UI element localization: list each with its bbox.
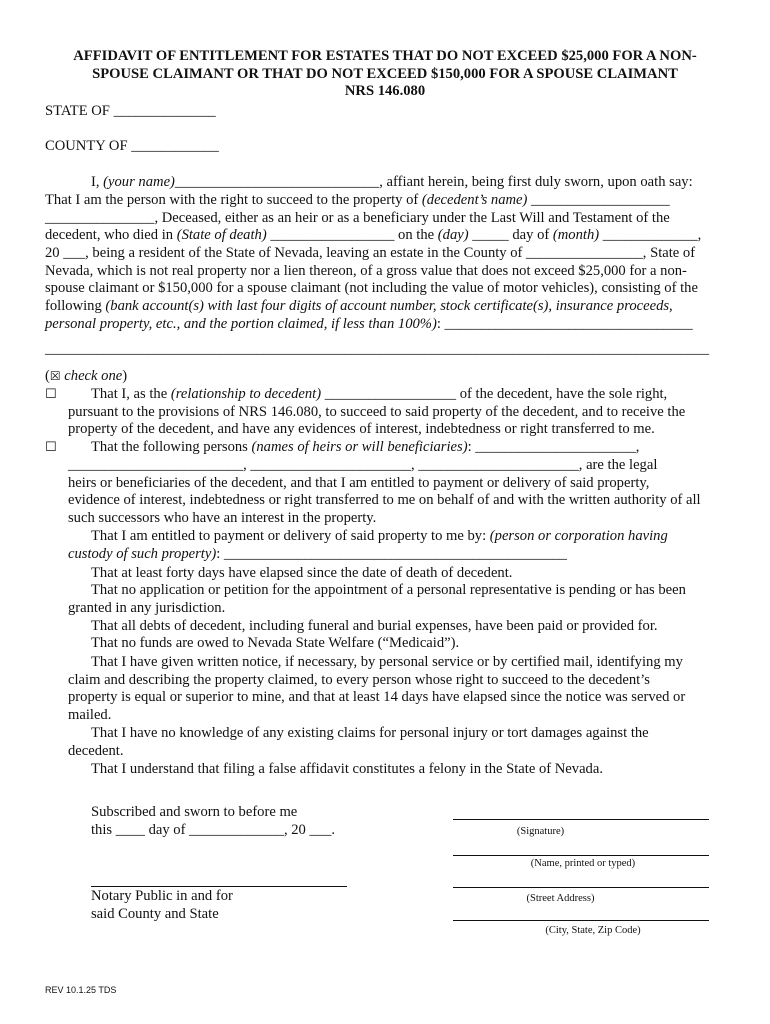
statement-6-line-2: claim and describing the property claimed, to every person whose right to succeed to the decedent’s xyxy=(68,672,650,688)
statement-8: That I understand that filing a false affidavit constitutes a felony in the State of Nevada. xyxy=(91,761,603,777)
checked-box-icon: ☒ xyxy=(49,369,61,383)
notary-signature-line[interactable] xyxy=(91,886,347,887)
statement-7-line-2: decedent. xyxy=(68,743,124,759)
statement-3-line-2: granted in any jurisdiction. xyxy=(68,600,226,616)
title-line-3: NRS 146.080 xyxy=(344,83,426,100)
notary-label-2: said County and State xyxy=(91,906,219,922)
body-line-2[interactable]: That I am the person with the right to succeed to the property of (decedent’s name) ___________________ xyxy=(45,192,670,208)
option-2-line-5: such successors who have an interest in the property. xyxy=(68,510,377,526)
option-2-line-4: evidence of interest, indebtedness or right transferred to me on behalf of and with the written authority of all xyxy=(68,492,701,508)
option-1-line-1[interactable]: That I, as the (relationship to decedent) __________________ of the decedent, have the sole right, xyxy=(91,386,668,402)
body-line-1[interactable]: I, (your name)____________________________, affiant herein, being first duly sworn, upon oath say: xyxy=(91,174,693,190)
signature-line[interactable] xyxy=(453,819,709,820)
state-field[interactable]: STATE OF ______________ xyxy=(45,103,216,119)
name-line[interactable] xyxy=(453,855,709,856)
body-line-4[interactable]: decedent, who died in (State of death) _________________ on the (day) _____ day of (month) _____________, xyxy=(45,227,702,243)
statement-1-line-1: That I am entitled to payment or delivery of said property to me by: (person or corporation having xyxy=(91,528,668,544)
body-line-8: following (bank account(s) with last four digits of account number, stock certificate(s), insurance proceeds, xyxy=(45,298,673,314)
statement-7-line-1: That I have no knowledge of any existing claims for personal injury or tort damages against the xyxy=(91,725,649,741)
title-line-2: SPOUSE CLAIMANT OR THAT DO NOT EXCEED $150,000 FOR A SPOUSE CLAIMANT xyxy=(92,65,678,82)
option-2-line-1[interactable]: That the following persons (names of heirs or will beneficiaries): ______________________, xyxy=(91,439,640,455)
name-label: (Name, printed or typed) xyxy=(530,858,636,869)
statement-3-line-1: That no application or petition for the appointment of a personal representative is pending or has been xyxy=(91,582,686,598)
sworn-line-2[interactable]: this ____ day of _____________, 20 ___. xyxy=(91,822,336,838)
county-field[interactable]: COUNTY OF ____________ xyxy=(45,138,219,154)
option-1-line-2: pursuant to the provisions of NRS 146.080, to succeed to said property of the decedent, and to receive the xyxy=(68,404,686,420)
street-address-line[interactable] xyxy=(453,887,709,888)
statement-6-line-1: That I have given written notice, if necessary, by personal service or by certified mail, identifying my xyxy=(91,654,683,670)
check-one-label: (☒ check one) xyxy=(45,368,128,384)
body-line-9[interactable]: personal property, etc., and the portion claimed, if less than 100%): __________________________________ xyxy=(45,316,693,332)
option-2-line-2[interactable]: ________________________, ______________________, ______________________, are the legal xyxy=(68,457,658,473)
option-1-checkbox[interactable]: ☐ xyxy=(45,387,57,402)
body-line-7: spouse claimant or $150,000 for a spouse claimant (not including the value of motor vehicles), consisting of the xyxy=(45,280,698,296)
sworn-line-1: Subscribed and sworn to before me xyxy=(91,804,298,820)
statement-5: That no funds are owed to Nevada State Welfare (“Medicaid”). xyxy=(91,635,460,651)
city-state-zip-label: (City, State, Zip Code) xyxy=(545,925,641,936)
signature-label: (Signature) xyxy=(516,826,565,837)
city-state-zip-line[interactable] xyxy=(453,920,709,921)
body-line-5[interactable]: 20 ___, being a resident of the State of Nevada, leaving an estate in the County of ________________, State of xyxy=(45,245,696,261)
statement-4: That all debts of decedent, including funeral and burial expenses, have been paid or provided for. xyxy=(91,618,658,634)
title-line-1: AFFIDAVIT OF ENTITLEMENT FOR ESTATES THAT DO NOT EXCEED $25,000 FOR A NON- xyxy=(73,48,697,64)
body-line-6: Nevada, which is not real property nor a lien thereon, of a gross value that does not exceed $25,000 for a non- xyxy=(45,263,687,279)
body-line-3[interactable]: _______________, Deceased, either as an heir or as a beneficiary under the Last Will and Testament of the xyxy=(45,210,670,226)
option-2-checkbox[interactable]: ☐ xyxy=(45,440,57,455)
street-address-label: (Street Address) xyxy=(526,893,595,904)
option-1-line-3: property of the decedent, and have any evidences of interest, indebtedness or right transferred to me. xyxy=(68,421,655,437)
statement-2: That at least forty days have elapsed since the date of death of decedent. xyxy=(91,565,513,581)
form-title xyxy=(40,48,730,101)
notary-label-1: Notary Public in and for xyxy=(91,888,233,904)
statement-1-line-2[interactable]: custody of such property): _______________________________________________ xyxy=(68,546,567,562)
statement-6-line-4: mailed. xyxy=(68,707,112,723)
revision-footer: REV 10.1.25 TDS xyxy=(45,985,117,995)
option-2-line-3: heirs or beneficiaries of the decedent, and that I am entitled to payment or delivery of said property, xyxy=(68,475,650,491)
property-description-line[interactable]: ___________________________________________________________________________________________ xyxy=(45,341,710,357)
statement-6-line-3: property is equal or superior to mine, and that at least 14 days have elapsed since the notice was served or xyxy=(68,689,686,705)
